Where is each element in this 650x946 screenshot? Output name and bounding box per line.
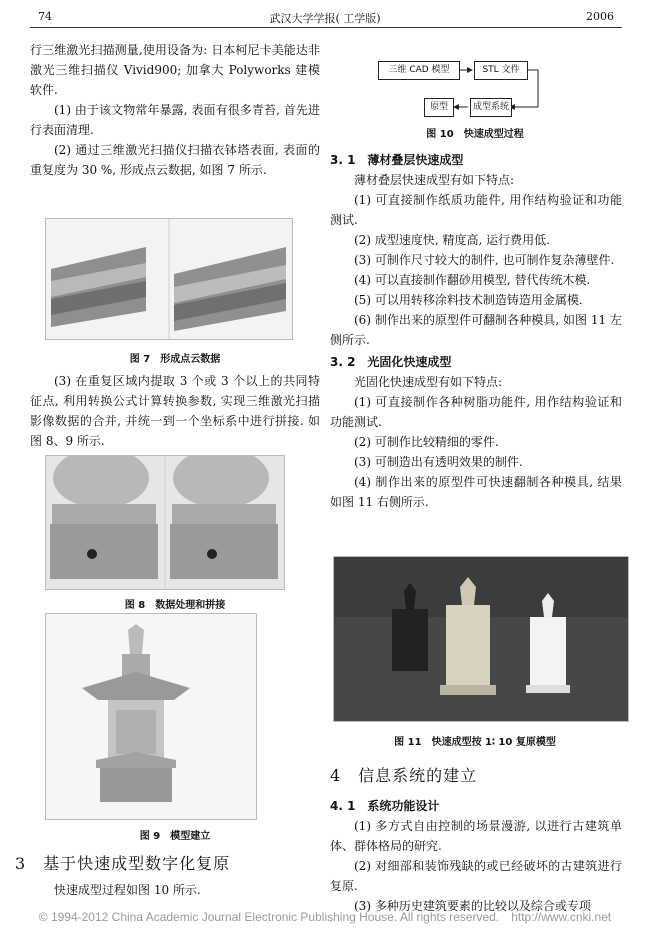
list-item: (3) 多种历史建筑要素的比较以及综合或专项 <box>354 899 591 913</box>
running-header <box>0 6 650 28</box>
list-item: (2) 可制作比较精细的零件. <box>354 435 499 449</box>
header-rule <box>30 27 622 28</box>
right-text-top <box>330 150 622 512</box>
section-3-heading: 3 基于快速成型数字化复原 <box>15 854 231 873</box>
paragraph: 光固化快速成型有如下特点: <box>354 375 503 389</box>
figure-7-image <box>45 218 293 340</box>
list-item: (4) 可以直接制作翻砂用模型, 替代传统木模. <box>354 273 591 287</box>
list-item: (1) 多方式自由控制的场景漫游, 以进行古建筑单体、群体格局的研究. <box>330 819 622 853</box>
figure-8-image <box>45 455 285 590</box>
section-3-1-heading: 3. 1 薄材叠层快速成型 <box>330 153 464 167</box>
section-4-1-heading: 4. 1 系统功能设计 <box>330 799 440 813</box>
list-item: (5) 可以用转移涂料技术制造铸造用金属模. <box>354 293 583 307</box>
figure-10-flowchart <box>378 52 548 122</box>
paragraph: 快速成型过程如图 10 所示. <box>54 883 201 897</box>
flow-box-stl: STL 文件 <box>474 61 528 80</box>
figure-11-image <box>333 556 629 722</box>
pagoda-model-illustration <box>46 614 256 819</box>
journal-title: 武汉大学学报( 工学版) <box>269 12 381 25</box>
flow-box-prototype: 原型 <box>424 98 454 117</box>
left-text-top <box>30 40 320 180</box>
section-4-heading: 4 信息系统的建立 <box>330 766 478 785</box>
list-item: (4) 制作出来的原型件可快速翻制各种模具, 结果如图 11 右侧所示. <box>330 475 622 509</box>
data-stitching-illustration <box>46 456 284 589</box>
list-item: (1) 可直接制作各种树脂功能件, 用作结构验证和功能测试. <box>330 395 622 429</box>
list-item: (1) 可直接制作纸质功能件, 用作结构验证和功能测试. <box>330 193 622 227</box>
section-3-2-heading: 3. 2 光固化快速成型 <box>330 355 452 369</box>
list-item: (3) 可制造出有透明效果的制件. <box>354 455 523 469</box>
copyright-footer: © 1994-2012 China Academic Journal Electronic Publishing House. All rights reserved. http://www.cnki.net <box>38 910 612 924</box>
page-number: 74 <box>38 10 52 23</box>
list-item: (2) 成型速度快, 精度高, 运行费用低. <box>354 233 550 247</box>
right-text-bottom <box>330 796 622 916</box>
flow-box-cad: 三维 CAD 模型 <box>378 61 460 80</box>
paragraph: (3) 在重复区域内提取 3 个或 3 个以上的共同特征点, 利用转换公式计算转换参数, 实现三维激光扫描影像数据的合并, 并统一到一个坐标系中进行拼接. 如图 8、9 所示. <box>30 374 320 448</box>
paragraph: (2) 通过三维激光扫描仪扫描衣钵塔表面, 表面的重复度为 30 %, 形成点云数据, 如图 7 所示. <box>30 143 320 177</box>
journal-year: 2006 <box>586 10 614 23</box>
list-item: (3) 可制作尺寸较大的制件, 也可制作复杂薄壁件. <box>354 253 615 267</box>
figure-7-caption: 图 7 形成点云数据 <box>129 354 221 365</box>
restored-models-photo <box>334 557 628 721</box>
figure-9-caption: 图 9 模型建立 <box>139 831 211 842</box>
flow-box-system: 成型系统 <box>470 98 512 117</box>
list-item: (6) 制作出来的原型件可翻制各种模具, 如图 11 左侧所示. <box>330 313 622 347</box>
point-cloud-illustration <box>46 219 292 339</box>
paragraph: 行三维激光扫描测量,使用设备为: 日本柯尼卡美能达非激光三维扫描仪 Vivid900; 加拿大 Polyworks 建模软件. <box>30 43 320 97</box>
paragraph: (1) 由于该文物常年暴露, 表面有很多青苔, 首先进行表面清理. <box>30 103 320 137</box>
figure-11-caption: 图 11 快速成型按 1∶ 10 复原模型 <box>394 737 556 748</box>
left-text-bottom <box>30 880 320 900</box>
figure-8-caption: 图 8 数据处理和拼接 <box>124 600 226 611</box>
list-item: (2) 对细部和装饰残缺的或已经破坏的古建筑进行复原. <box>330 859 622 893</box>
figure-9-image <box>45 613 257 820</box>
left-text-mid <box>30 371 320 451</box>
figure-10-caption: 图 10 快速成型过程 <box>426 129 524 140</box>
paragraph: 薄材叠层快速成型有如下特点: <box>354 173 515 187</box>
